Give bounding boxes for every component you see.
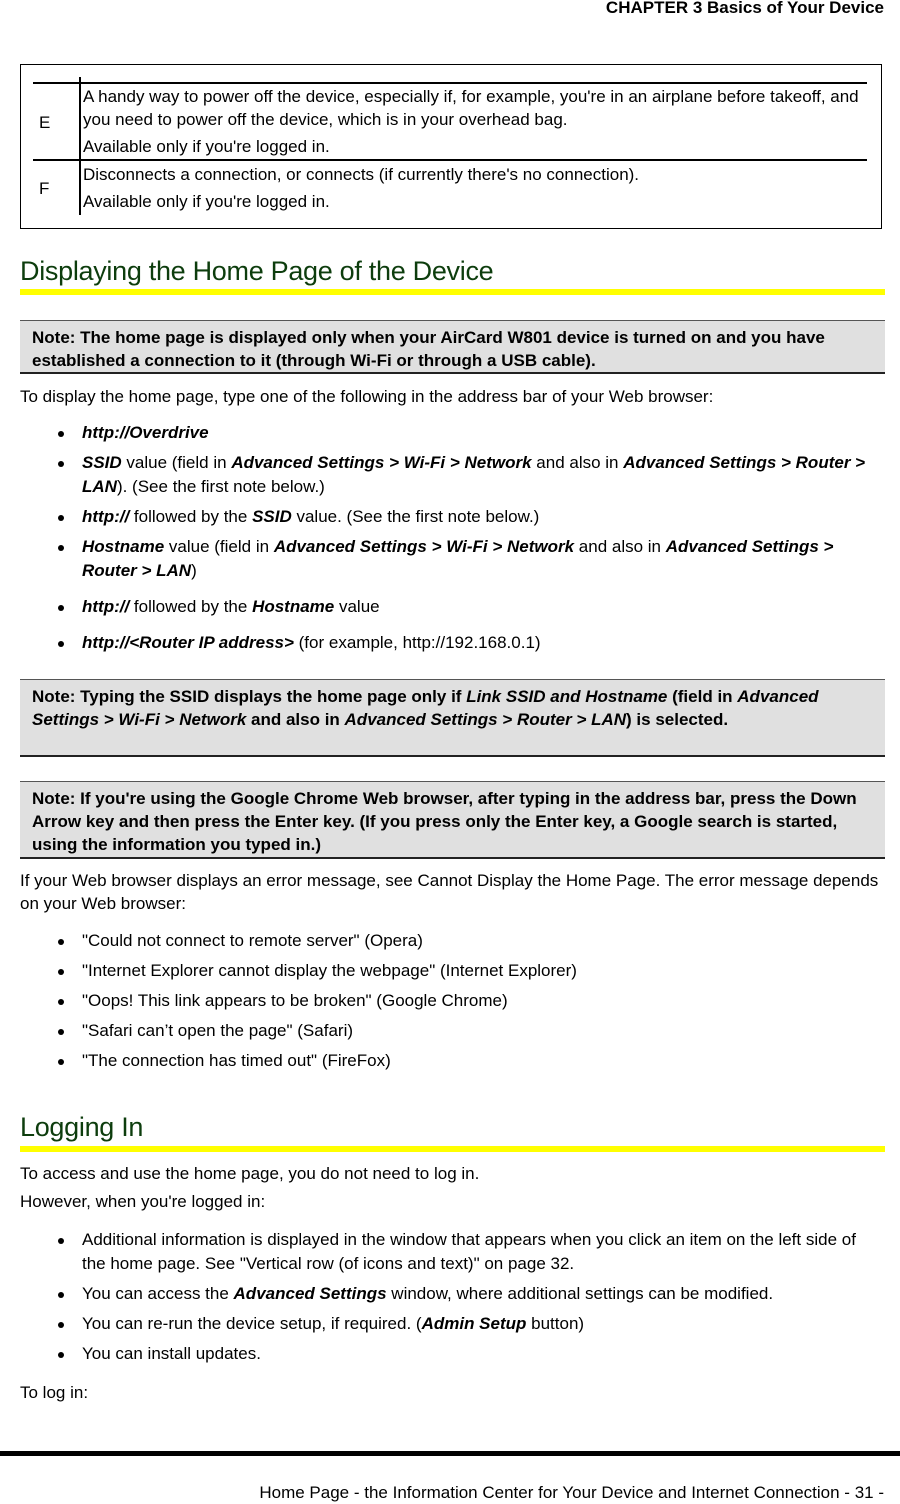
term-advanced-settings: Advanced Settings (233, 1284, 387, 1303)
login-p1: To access and use the home page, you do not need to log in. (20, 1164, 480, 1183)
list-item: http://<Router IP address> (for example, http://192.168.0.1) (20, 631, 880, 655)
table-row-e-desc: A handy way to power off the device, especially if, for example, you're in an airplane before takeoff, and you need to power off the device, which is in your overhead bag. (83, 87, 859, 129)
term-hostname: Hostname (82, 537, 165, 556)
list-item: "Internet Explorer cannot display the webpage" (Internet Explorer) (20, 959, 880, 983)
list-item: You can re-run the device setup, if required. (Admin Setup button) (20, 1312, 880, 1336)
intro-text: To display the home page, type one of the following in the address bar of your Web browser: (20, 387, 714, 406)
section-title-logging-in: Logging In (20, 1112, 144, 1142)
footer-rule (0, 1451, 900, 1456)
login-p3: To log in: (20, 1383, 89, 1402)
table-row-f-note: Available only if you're logged in. (83, 192, 330, 211)
section-underline (20, 1146, 885, 1152)
address-router-ip: http://<Router IP address> (82, 633, 294, 652)
error-list (20, 929, 880, 1073)
term-ssid: SSID (82, 453, 122, 472)
address-overdrive: http://Overdrive (82, 423, 209, 442)
path-router-lan: Advanced Settings > Router > LAN (82, 453, 866, 496)
note-ssid: Note: Typing the SSID displays the home page only if Link SSID and Hostname (field in Advanced Settings > Wi-Fi > Network and also in Advanced Settings > Router > LAN) is selected. (20, 679, 885, 757)
note-home-page: Note: The home page is displayed only when your AirCard W801 device is turned on and you have established a connection to it (through Wi-Fi or through a USB cable). (20, 320, 885, 374)
term-admin-setup: Admin Setup (421, 1314, 527, 1333)
login-p2: However, when you're logged in: (20, 1192, 266, 1211)
address-list (20, 421, 880, 655)
table-row-e (83, 85, 867, 158)
error-intro: If your Web browser displays an error message, see Cannot Display the Home Page. The error message depends on your Web browser: (20, 871, 879, 913)
note-chrome: Note: If you're using the Google Chrome Web browser, after typing in the address bar, press the Down Arrow key and then press the Enter key. (If you press only the Enter key, a Google search is started, using the information you typed in.) (20, 781, 885, 859)
list-item: "Safari can’t open the page" (Safari) (20, 1019, 880, 1043)
list-item: You can install updates. (20, 1342, 880, 1366)
list-item: You can access the Advanced Settings window, where additional settings can be modified. (20, 1282, 880, 1306)
table-rule-top (33, 82, 867, 84)
list-item: "Could not connect to remote server" (Opera) (20, 929, 880, 953)
list-item: http:// followed by the SSID value. (See the first note below.) (20, 505, 880, 529)
list-item: http:// followed by the Hostname value (20, 595, 880, 619)
table-rule-middle (33, 159, 867, 161)
login-list (20, 1228, 880, 1366)
list-item: "Oops! This link appears to be broken" (Google Chrome) (20, 989, 880, 1013)
chapter-header: CHAPTER 3 Basics of Your Device (605, 0, 884, 17)
table-key-f: F (39, 179, 50, 198)
page-footer: Home Page - the Information Center for Your Device and Internet Connection - 31 - (259, 1483, 884, 1502)
table-key-e: E (39, 113, 51, 132)
path-wifi-network: Advanced Settings > Wi-Fi > Network (231, 453, 532, 472)
list-item: Hostname value (field in Advanced Settings > Wi-Fi > Network and also in Advanced Settings > Router > LAN) (20, 535, 880, 583)
list-item (20, 421, 880, 445)
table-row-f-desc: Disconnects a connection, or connects (if currently there's no connection). (83, 165, 640, 184)
list-item: SSID value (field in Advanced Settings > Wi-Fi > Network and also in Advanced Settings > Router > LAN). (See the first note below.) (20, 451, 880, 499)
table-row-f (83, 163, 867, 213)
section-underline (20, 289, 885, 295)
section-title-home-page: Displaying the Home Page of the Device (20, 256, 494, 286)
list-item: "The connection has timed out" (FireFox) (20, 1049, 880, 1073)
table-column-divider (79, 77, 81, 215)
table-row-e-note: Available only if you're logged in. (83, 137, 330, 156)
key-table (20, 64, 882, 229)
list-item: Additional information is displayed in the window that appears when you click an item on the left side of the home page. See "Vertical row (of icons and text)" on page 32. (20, 1228, 880, 1276)
